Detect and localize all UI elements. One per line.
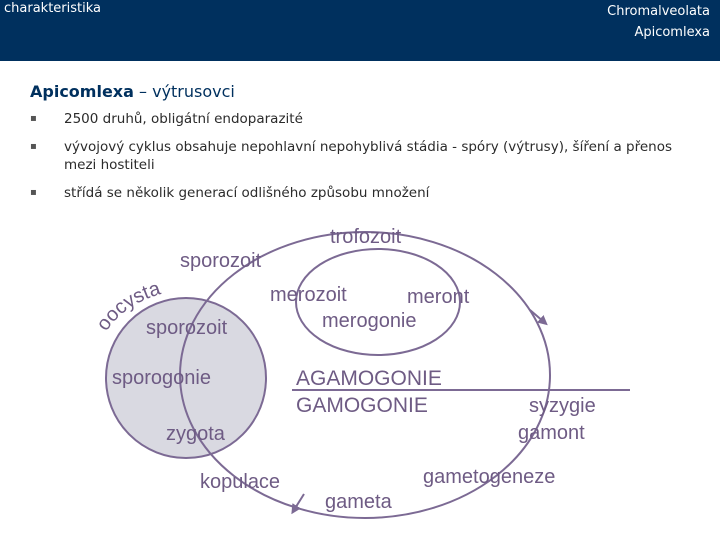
header-section-title: charakteristika xyxy=(4,1,101,16)
bullet-text: střídá se několik generací odlišného způsobu množení xyxy=(64,185,430,201)
label-sporozoit-inner: sporozoit xyxy=(146,317,228,339)
label-merogonie: merogonie xyxy=(322,310,417,332)
bullet-text: 2500 druhů, obligátní endoparazité xyxy=(64,111,303,127)
label-sporogonie: sporogonie xyxy=(112,367,211,389)
label-gametogeneze: gametogeneze xyxy=(423,466,556,488)
label-meront: meront xyxy=(407,286,470,308)
label-kopulace: kopulace xyxy=(200,471,281,493)
label-trofozoit: trofozoit xyxy=(330,226,402,248)
header-taxon-line-1: Chromalveolata xyxy=(607,4,710,19)
bullet-marker: ▪ xyxy=(30,113,37,124)
header-taxon-line-2: Apicomlexa xyxy=(634,25,710,40)
label-gamont: gamont xyxy=(518,422,585,444)
label-zygota: zygota xyxy=(166,423,225,445)
bullet-marker: ▪ xyxy=(30,141,37,152)
label-merozoit: merozoit xyxy=(270,284,347,306)
heading-bold: Apicomlexa xyxy=(30,82,134,101)
label-gamogonie: GAMOGONIE xyxy=(296,394,428,417)
label-oocysta: oocysta xyxy=(92,277,164,335)
label-sporozoit-top: sporozoit xyxy=(180,250,262,272)
label-agamogonie: AGAMOGONIE xyxy=(296,367,442,390)
label-syzygie: syzygie xyxy=(529,395,596,417)
bullet-text: vývojový cyklus obsahuje nepohlavní nepohyblivá stádia - spóry (výtrusy), šíření a přenos mezi hostiteli xyxy=(64,139,673,173)
heading-rest: – výtrusovci xyxy=(133,82,235,101)
label-gameta: gameta xyxy=(325,491,392,513)
bullet-marker: ▪ xyxy=(30,187,37,198)
